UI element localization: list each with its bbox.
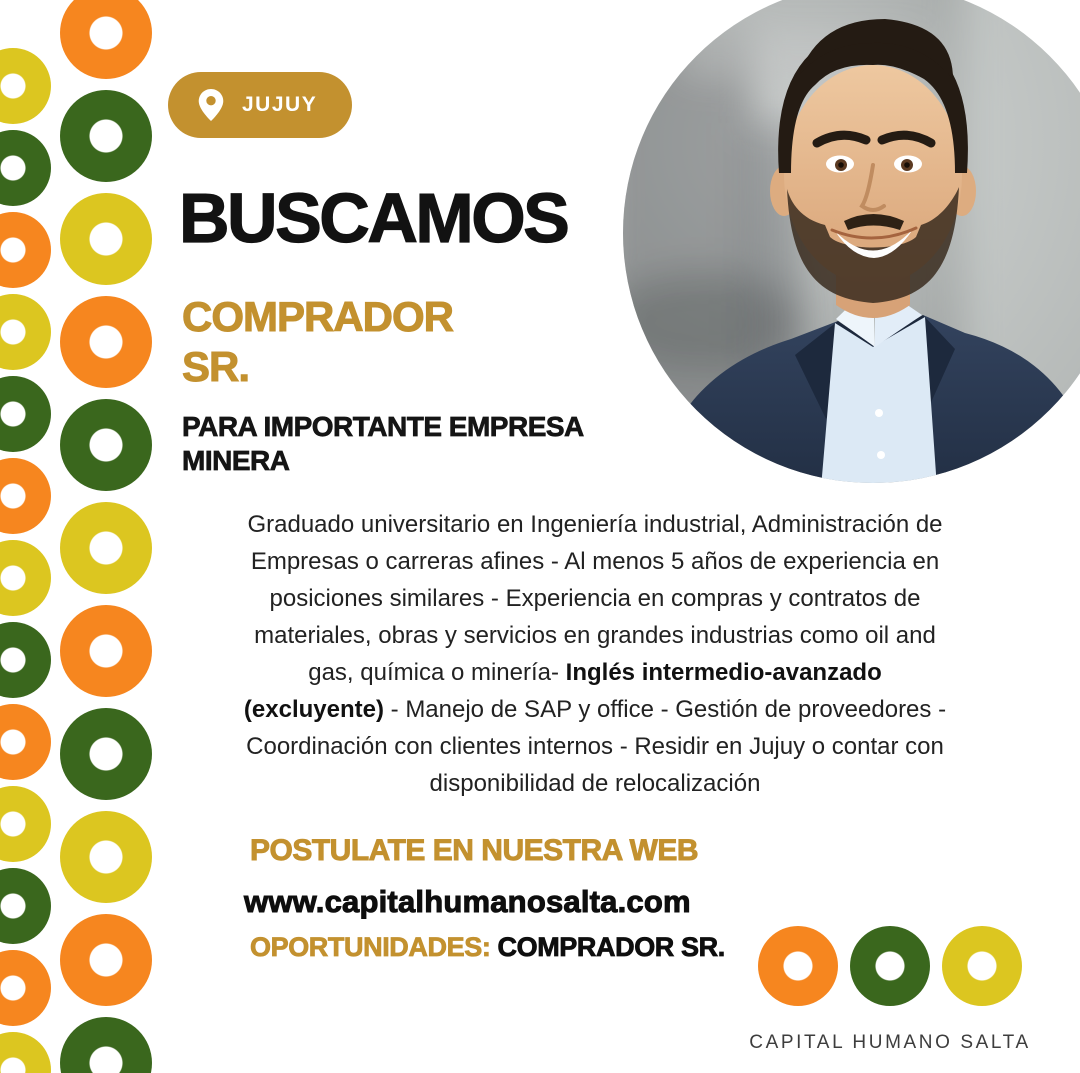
brand-logo	[744, 926, 1036, 1054]
decor-donut	[60, 708, 152, 800]
brand-dot	[942, 926, 1022, 1006]
description-line: gas, química o minería- Inglés intermedio-avanzado	[308, 659, 882, 686]
location-badge	[168, 72, 352, 138]
subtitle-line2: MINERA	[182, 445, 290, 477]
website-link[interactable]: www.capitalhumanosalta.com	[244, 884, 691, 919]
role-line1: COMPRADOR	[182, 293, 453, 340]
decor-donut	[0, 950, 51, 1026]
description-line: Coordinación con clientes internos - Residir en Jujuy o contar con	[246, 733, 944, 760]
subtitle-line1: PARA IMPORTANTE EMPRESA	[182, 411, 584, 442]
decor-donut	[0, 458, 51, 534]
decor-donut	[60, 605, 152, 697]
opportunities-value: COMPRADOR SR.	[490, 932, 725, 962]
description-line: disponibilidad de relocalización	[429, 770, 761, 797]
opportunities-line	[250, 932, 725, 963]
decor-donut	[0, 294, 51, 370]
company-subtitle	[182, 410, 584, 478]
decor-donut	[60, 1017, 152, 1073]
description-line: Graduado universitario en Ingeniería industrial, Administración de	[247, 511, 943, 538]
decor-donut	[0, 786, 51, 862]
decor-donut	[0, 130, 51, 206]
decor-donut	[0, 48, 51, 124]
decor-donut	[60, 399, 152, 491]
brand-logo-dots	[758, 926, 1022, 1006]
brand-dot	[850, 926, 930, 1006]
decor-donut	[60, 90, 152, 182]
role-line2: SR.	[182, 342, 250, 390]
decor-donut	[0, 540, 51, 616]
decor-donut	[0, 622, 51, 698]
role-title	[182, 292, 453, 391]
location-pin-icon	[198, 89, 224, 121]
description-line: posiciones similares - Experiencia en compras y contratos de	[269, 585, 921, 612]
decor-donut	[60, 502, 152, 594]
decor-donut	[60, 811, 152, 903]
candidate-photo	[623, 0, 1080, 483]
decor-donut	[0, 704, 51, 780]
description-line: Empresas o carreras afines - Al menos 5 años de experiencia en	[250, 548, 940, 575]
location-label: JUJUY	[242, 93, 318, 116]
description-line: materiales, obras y servicios en grandes industrias como oil and	[254, 622, 936, 649]
brand-name: CAPITAL HUMANO SALTA	[749, 1032, 1031, 1053]
decor-donut	[0, 1032, 51, 1073]
decor-donut	[60, 193, 152, 285]
headline-title: BUSCAMOS	[179, 179, 568, 257]
job-description	[160, 506, 1030, 802]
candidate-portrait-illustration	[623, 0, 1080, 483]
decor-donut	[0, 868, 51, 944]
decor-donut	[0, 212, 51, 288]
brand-dot	[758, 926, 838, 1006]
decor-donut	[0, 376, 51, 452]
description-line: (excluyente) - Manejo de SAP y office - Gestión de proveedores -	[243, 696, 947, 723]
cta-heading: POSTULATE EN NUESTRA WEB	[250, 834, 699, 867]
opportunities-label: OPORTUNIDADES:	[250, 932, 491, 962]
decor-donut	[60, 0, 152, 79]
decor-donut	[60, 914, 152, 1006]
decor-donut	[60, 296, 152, 388]
